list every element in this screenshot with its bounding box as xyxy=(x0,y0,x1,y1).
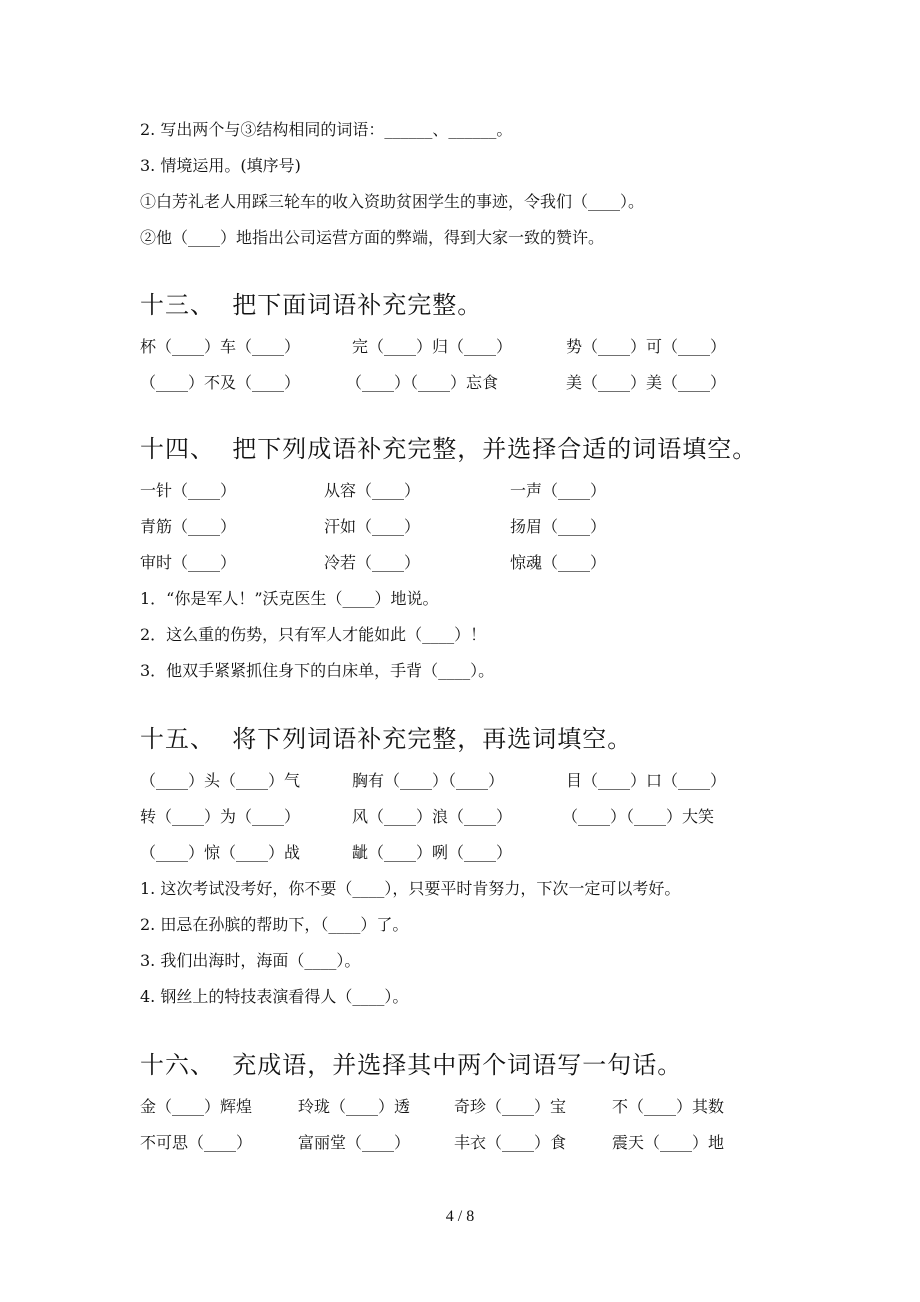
s13-cell: 完（____）归（____） xyxy=(352,337,513,356)
s14-cell: 青筋（____） xyxy=(140,517,237,536)
s15-cell: 胸有（____）（____） xyxy=(352,771,505,790)
s15-question-4: 4. 钢丝上的特技表演看得人（____）。 xyxy=(140,987,409,1006)
page-number: 4 / 8 xyxy=(445,1208,475,1225)
section-15-title: 十五、 将下列词语补充完整，再选词填空。 xyxy=(140,725,633,753)
s13-cell: 美（____）美（____） xyxy=(566,373,727,392)
s16-cell: 奇珍（____）宝 xyxy=(454,1097,567,1116)
s14-question-1: 1．“你是军人！”沃克医生（____）地说。 xyxy=(140,589,439,608)
s16-cell: 不可思（____） xyxy=(140,1133,253,1152)
s15-cell: （____）头（____）气 xyxy=(140,771,301,790)
s15-question-1: 1. 这次考试没考好，你不要（____），只要平时肯努力，下次一定可以考好。 xyxy=(140,879,681,898)
s13-cell: （____）（____）忘食 xyxy=(346,373,499,392)
s13-cell: 杯（____）车（____） xyxy=(140,337,301,356)
section-13-title: 十三、 把下面词语补充完整。 xyxy=(140,291,483,319)
s14-cell: 一针（____） xyxy=(140,481,237,500)
s14-question-2: 2．这么重的伤势，只有军人才能如此（____）！ xyxy=(140,625,487,644)
s16-cell: 金（____）辉煌 xyxy=(140,1097,253,1116)
s12-question-3-item-1: ①白芳礼老人用踩三轮车的收入资助贫困学生的事迹，令我们（____）。 xyxy=(140,192,645,211)
s15-question-2: 2. 田忌在孙膑的帮助下，（____）了。 xyxy=(140,915,409,934)
section-14-title: 十四、 把下列成语补充完整，并选择合适的词语填空。 xyxy=(140,435,758,463)
s14-cell: 惊魂（____） xyxy=(510,553,607,572)
s16-cell: 玲珑（____）透 xyxy=(298,1097,411,1116)
s14-cell: 一声（____） xyxy=(510,481,607,500)
s14-cell: 从容（____） xyxy=(324,481,421,500)
s13-cell: 势（____）可（____） xyxy=(566,337,727,356)
s16-cell: 丰衣（____）食 xyxy=(454,1133,567,1152)
section-16-title: 十六、 充成语，并选择其中两个词语写一句话。 xyxy=(140,1051,683,1079)
s14-question-3: 3．他双手紧紧抓住身下的白床单，手背（____）。 xyxy=(140,661,495,680)
s15-cell: 目（____）口（____） xyxy=(566,771,727,790)
s16-cell: 震天（____）地 xyxy=(612,1133,725,1152)
s14-cell: 冷若（____） xyxy=(324,553,421,572)
s12-question-3: 3. 情境运用。(填序号) xyxy=(140,156,301,175)
s15-cell: （____）惊（____）战 xyxy=(140,843,301,862)
s14-cell: 审时（____） xyxy=(140,553,237,572)
s15-cell: 龇（____）咧（____） xyxy=(352,843,513,862)
s15-cell: 转（____）为（____） xyxy=(140,807,301,826)
s14-cell: 扬眉（____） xyxy=(510,517,607,536)
s13-cell: （____）不及（____） xyxy=(140,373,301,392)
s15-cell: （____）（____）大笑 xyxy=(562,807,715,826)
s12-question-2: 2. 写出两个与③结构相同的词语：______、______。 xyxy=(140,120,513,139)
s16-cell: 不（____）其数 xyxy=(612,1097,725,1116)
s14-cell: 汗如（____） xyxy=(324,517,421,536)
s16-cell: 富丽堂（____） xyxy=(298,1133,411,1152)
s15-cell: 风（____）浪（____） xyxy=(352,807,513,826)
s12-question-3-item-2: ②他（____）地指出公司运营方面的弊端，得到大家一致的赞许。 xyxy=(140,228,605,247)
s15-question-3: 3. 我们出海时，海面（____）。 xyxy=(140,951,361,970)
